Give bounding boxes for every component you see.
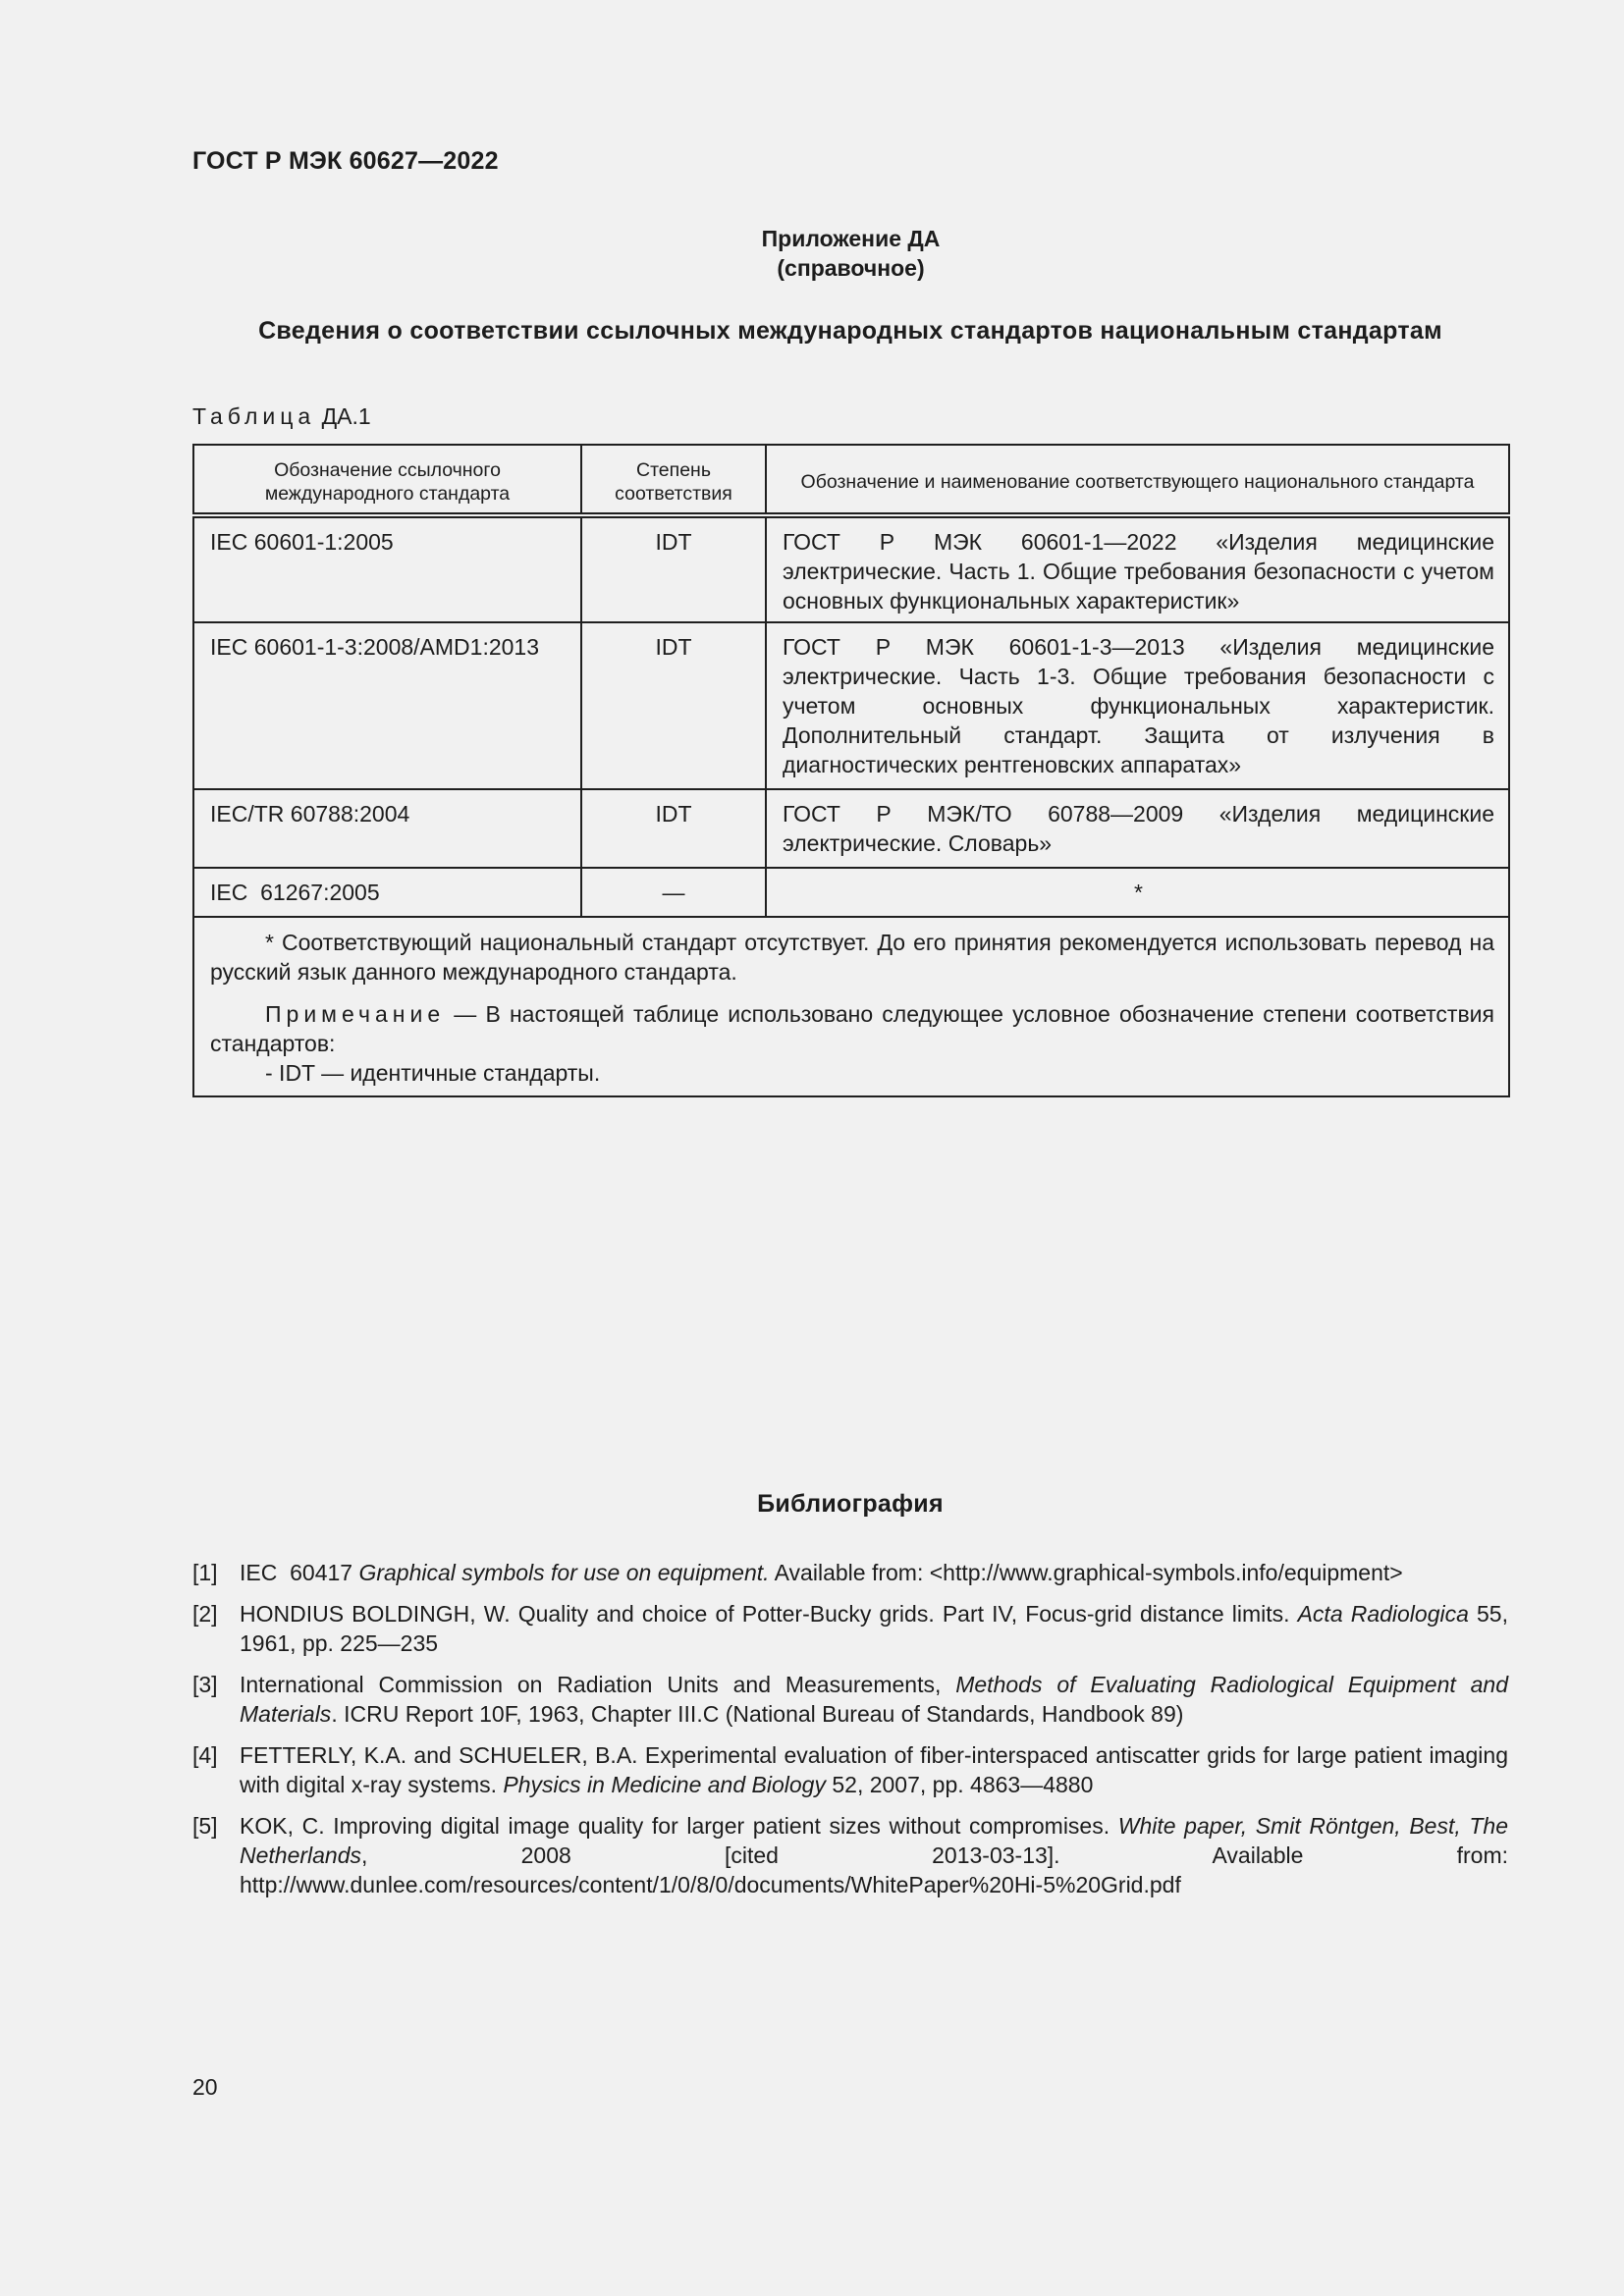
annex-subtitle: (справочное) — [777, 255, 925, 281]
table-row — [193, 515, 1509, 622]
cell-degree: — — [581, 868, 766, 917]
cell-degree: IDT — [581, 622, 766, 789]
bib-text-part: , 2008 [cited 2013-03-13]. Available from: http://www.dunlee.com/resources/content/1/0/8/0/documents/WhitePaper%20Hi-5%20Grid.pdf — [240, 1842, 1508, 1897]
bib-number: [4] — [192, 1742, 218, 1768]
note-text: — В настоящей таблице использовано следующее условное обозначение степени соответствия стандартов: — [210, 1001, 1494, 1056]
bib-number: [5] — [192, 1813, 218, 1839]
bibliography-item — [192, 1740, 1508, 1799]
bib-number: [1] — [192, 1560, 218, 1585]
bib-italic-part: Physics in Medicine and Biology — [503, 1772, 826, 1797]
table-footnote — [193, 917, 1509, 1096]
bib-text — [240, 1599, 1508, 1658]
cell-national: ГОСТ Р МЭК/ТО 60788—2009 «Изделия медицинские электрические. Словарь» — [766, 789, 1509, 868]
cell-national: ГОСТ Р МЭК 60601-1—2022 «Изделия медицинские электрические. Часть 1. Общие требования безопасности с учетом основных функциональных характеристик» — [766, 515, 1509, 622]
bib-text — [240, 1811, 1508, 1899]
bib-text-part: FETTERLY, K.A. and SCHUELER, B.A. Experimental evaluation of fiber-interspaced antiscatter grids for large patient imaging with digital x-ray systems. — [240, 1742, 1508, 1797]
header-degree: Степень соответствия — [581, 445, 766, 515]
table-footnote-row — [193, 917, 1509, 1096]
bibliography-item — [192, 1558, 1508, 1587]
table-note — [210, 999, 1494, 1058]
annex-title: Приложение ДА — [761, 226, 941, 251]
header-intl-standard: Обозначение ссылочного международного стандарта — [193, 445, 581, 515]
bibliography-item — [192, 1811, 1508, 1899]
bib-text-part: KOK, C. Improving digital image quality for larger patient sizes without compromises. — [240, 1813, 1118, 1839]
bib-number: [3] — [192, 1672, 218, 1697]
bib-text — [240, 1670, 1508, 1729]
header-national-standard: Обозначение и наименование соответствующего национального стандарта — [766, 445, 1509, 515]
bib-italic-part: White paper, Smit Röntgen, Best, The Netherlands — [240, 1813, 1508, 1868]
table-caption-word: Таблица — [192, 403, 316, 429]
bib-text — [240, 1558, 1508, 1587]
cell-degree: IDT — [581, 515, 766, 622]
bib-italic-part: Acta Radiologica — [1297, 1601, 1469, 1627]
standards-table — [192, 444, 1510, 1097]
table-row — [193, 622, 1509, 789]
bib-text-part: 52, 2007, pp. 4863—4880 — [825, 1772, 1094, 1797]
table-row — [193, 789, 1509, 868]
bibliography-item — [192, 1670, 1508, 1729]
table-caption-number: ДА.1 — [321, 403, 371, 429]
document-code: ГОСТ Р МЭК 60627—2022 — [192, 147, 499, 175]
bib-text-part: International Commission on Radiation Units and Measurements, — [240, 1672, 956, 1697]
cell-degree: IDT — [581, 789, 766, 868]
table-caption — [192, 403, 371, 430]
cell-intl: IEC 61267:2005 — [193, 868, 581, 917]
bibliography-title: Библиография — [757, 1490, 944, 1518]
table-header-row — [193, 445, 1509, 515]
note-label: Примечание — [265, 1001, 446, 1027]
bib-text-part: 55, 1961, pp. 225—235 — [240, 1601, 1508, 1656]
cell-national: ГОСТ Р МЭК 60601-1-3—2013 «Изделия медицинские электрические. Часть 1-3. Общие требования безопасности с учетом основных функциональных характеристик. Дополнительный стандарт. Защита от излучения в диагностических рентгеновских аппаратах» — [766, 622, 1509, 789]
bib-italic-part: Methods of Evaluating Radiological Equipment and Materials — [240, 1672, 1509, 1727]
bib-text-part: IEC 60417 — [240, 1560, 359, 1585]
cell-intl: IEC 60601-1:2005 — [193, 515, 581, 622]
bib-text-part: Available from: <http://www.graphical-symbols.info/equipment> — [769, 1560, 1403, 1585]
cell-intl: IEC/TR 60788:2004 — [193, 789, 581, 868]
table-row — [193, 868, 1509, 917]
bib-text — [240, 1740, 1508, 1799]
bib-number: [2] — [192, 1601, 218, 1627]
cell-national: * — [766, 868, 1509, 917]
page-number: 20 — [192, 2074, 218, 2100]
bib-text-part: . ICRU Report 10F, 1963, Chapter III.C (National Bureau of Standards, Handbook 89) — [331, 1701, 1184, 1727]
note-item: - IDT — идентичные стандарты. — [265, 1060, 601, 1086]
annex-heading: Сведения о соответствии ссылочных международных стандартов национальным стандартам — [258, 317, 1442, 345]
bib-italic-part: Graphical symbols for use on equipment. — [358, 1560, 770, 1585]
bibliography-item — [192, 1599, 1508, 1658]
cell-intl: IEC 60601-1-3:2008/AMD1:2013 — [193, 622, 581, 789]
bibliography-list — [192, 1558, 1508, 1911]
bib-text-part: HONDIUS BOLDINGH, W. Quality and choice of Potter-Bucky grids. Part IV, Focus-grid distance limits. — [240, 1601, 1298, 1627]
footnote-text: * Соответствующий национальный стандарт отсутствует. До его принятия рекомендуется использовать перевод на русский язык данного международного стандарта. — [210, 930, 1494, 985]
